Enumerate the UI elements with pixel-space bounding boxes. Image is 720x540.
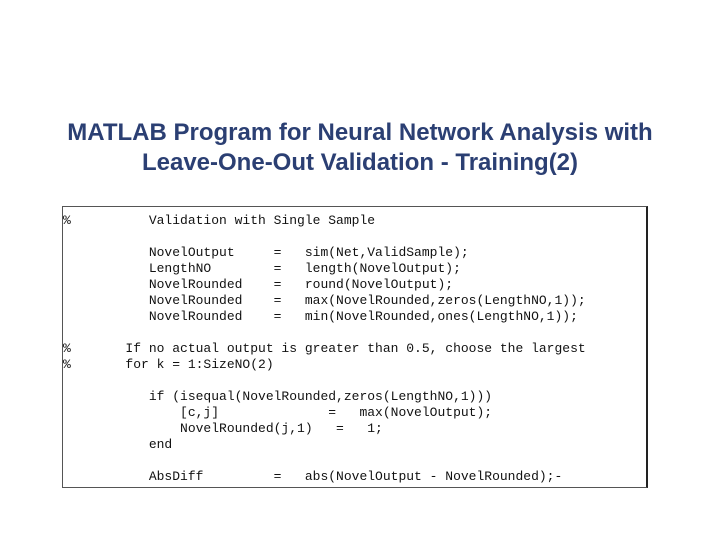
code-line-15: end bbox=[63, 437, 173, 452]
code-line-3: NovelOutput = sim(Net,ValidSample); bbox=[63, 245, 469, 260]
code-line-9: % If no actual output is greater than 0.5, choose the largest bbox=[63, 341, 586, 356]
slide-title bbox=[0, 118, 720, 178]
code-line-14: NovelRounded(j,1) = 1; bbox=[63, 421, 383, 436]
code-listing bbox=[62, 206, 648, 488]
code-line-1: % Validation with Single Sample bbox=[63, 213, 376, 228]
code-line-7: NovelRounded = min(NovelRounded,ones(LengthNO,1)); bbox=[63, 309, 578, 324]
code-line-4: LengthNO = length(NovelOutput); bbox=[63, 261, 461, 276]
code-line-10: % for k = 1:SizeNO(2) bbox=[63, 357, 274, 372]
code-line-6: NovelRounded = max(NovelRounded,zeros(LengthNO,1)); bbox=[63, 293, 586, 308]
code-line-12: if (isequal(NovelRounded,zeros(LengthNO,1))) bbox=[63, 389, 493, 404]
title-line-2: Leave-One-Out Validation - Training(2) bbox=[141, 149, 579, 176]
code-line-13: [c,j] = max(NovelOutput); bbox=[63, 405, 493, 420]
code-line-5: NovelRounded = round(NovelOutput); bbox=[63, 277, 454, 292]
code-line-17: AbsDiff = abs(NovelOutput - NovelRounded);- bbox=[63, 469, 563, 484]
title-line-1: MATLAB Program for Neural Network Analysis with bbox=[67, 119, 653, 146]
